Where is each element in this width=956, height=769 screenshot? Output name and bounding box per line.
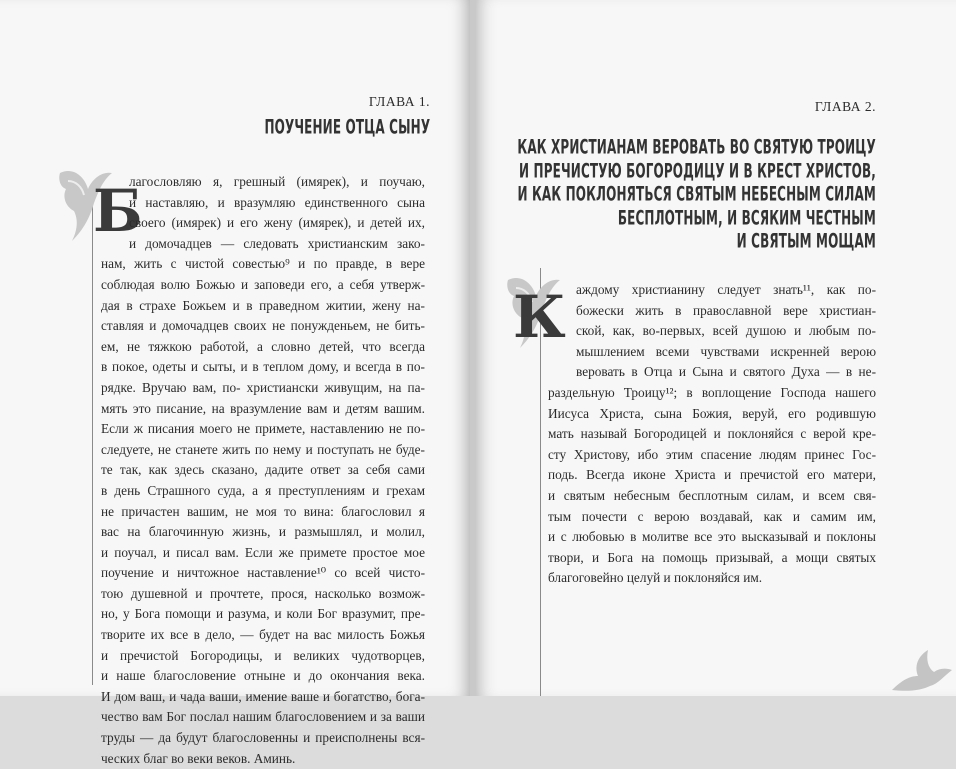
body-line: в день Страшного суда, а я преступлениям и грехам [101, 482, 425, 498]
body-line: чество вам Бог послал нашим благословением и за ваши [101, 709, 425, 725]
body-line: ской, как, во-первых, всей душою и любым по- [576, 323, 876, 339]
body-line: твори, и Бога на помощь призывай, а мощи святых [548, 549, 876, 565]
title-line: И СВЯТЫМ МОЩАМ [736, 230, 876, 253]
body-line: и наставляю, и вразумляю единственного сына [129, 194, 425, 210]
body-line: те так, как здесь сказано, дадите ответ за себя сами [101, 462, 425, 478]
body-line: в покое, одеты и сыты, и в теплом дому, и всегда в по- [101, 359, 425, 375]
body-line: тою душевной и прочтете, прося, насколько возмож- [101, 585, 425, 601]
body-line: следуете, не станете жить по нему и поступать не буде- [101, 441, 425, 457]
title-line: ПОУЧЕНИЕ ОТЦА СЫНУ [264, 116, 430, 139]
body-line: но, у Бога помощи и разума, и коли Бог вразумит, пре- [101, 606, 425, 622]
body-line: мять это писание, на вразумление вам и детям вашим. [101, 400, 425, 416]
body-line: вас на благочинную жизнь, и размышлял, и молил, [101, 524, 425, 540]
body-line: соблюдая волю Божью и заповеди его, а себя утверж- [101, 276, 425, 292]
body-line: мышлением всеми чувствами искренней верою [576, 343, 876, 359]
title-line: БЕСПЛОТНЫМ, И ВСЯКИМ ЧЕСТНЫМ [617, 206, 876, 230]
body-line: лагословляю я, грешный (имярек), и поучаю, [129, 174, 425, 189]
title-line: И КАК ПОКЛОНЯТЬСЯ СВЯТЫМ НЕБЕСНЫМ СИЛАМ [517, 183, 876, 206]
body-line: рядке. Вручаю вам, по- христиански живущим, на па- [101, 379, 425, 395]
body-line: ческих благ во веки веков. Аминь. [101, 750, 296, 766]
body-line: и поучал, и писал вам. Если же примете простое мое [101, 544, 425, 560]
body-line: творите их все в дело, — будет на вас милость Божья [101, 627, 425, 643]
body-line: нам, жить с чистой совестью⁹ и по правде, в вере [101, 256, 425, 272]
title-line: И ПРЕЧИСТУЮ БОГОРОДИЦУ И В КРЕСТ ХРИСТОВ, [519, 159, 876, 183]
body-line: мать называй Богородицей и поклоняйся с верой кре- [548, 426, 876, 442]
body-line: сту Христову, ибо этим спасение людям принес Гос- [548, 446, 876, 462]
body-line: ем, не тяжкою работой, а словно детей, что всегда [101, 338, 425, 354]
body-line: раздельную Троицу¹²; в воплощение Господа нашего [548, 384, 876, 400]
chapter-2-body [548, 280, 876, 589]
chapter-1-body [101, 172, 425, 769]
body-line: дая в страхе Божьем и в праведном житии, жену на- [101, 297, 425, 313]
drop-cap-k: К [513, 283, 566, 351]
title-line: КАК ХРИСТИАНАМ ВЕРОВАТЬ ВО СВЯТУЮ ТРОИЦУ [517, 136, 876, 159]
body-line: аждому христианину следует знать¹¹, как по- [576, 282, 876, 297]
body-line: и с любовью в молитве все это высказывай и поклоны [548, 529, 876, 545]
body-line: труды — да будут благословенны и преисполнены вся- [101, 730, 425, 746]
body-line: ставляя и домочадцев своих не понужденьем, не бить- [101, 318, 425, 334]
left-margin-rule [92, 185, 93, 685]
body-line: веровать в Отца и Сына и святого Духа — в не- [576, 364, 876, 380]
body-line: подь. Всегда иконе Христа и пречистой его матери, [548, 467, 876, 483]
body-line: и домочадцев — следовать христианским зако- [129, 235, 425, 251]
chapter-1-label: ГЛАВА 1. [368, 94, 430, 109]
body-line: Если ж писания моего не примете, наставлению не по- [101, 421, 425, 437]
body-line: и наше благословение отныне и до окончания века. [101, 668, 425, 684]
chapter-2-label: ГЛАВА 2. [814, 99, 876, 114]
body-line: своего (имярек) и его жену (имярек), и детей их, [129, 215, 425, 231]
body-line: Иисуса Христа, сына Божия, веруй, его родившую [548, 405, 876, 421]
body-line: божески жить в православной вере христиан- [576, 302, 876, 318]
body-line: И дом ваш, и чада ваши, имение ваше и богатство, бога- [101, 688, 425, 704]
body-line: поучение и ничтожное наставление¹⁰ со всей чисто- [101, 565, 425, 581]
body-line: тым почести с верою воздавай, как и самим им, [548, 508, 876, 524]
body-line: благоговейно целуй и поклоняйся им. [548, 570, 763, 586]
chapter-2-title [378, 136, 876, 254]
drop-cap-b: Б [93, 177, 143, 245]
body-line: и святым небесным бесплотным силам, и всем свя- [548, 487, 876, 503]
body-line: и пречистой Богородицы, и великих чудотворцев, [101, 647, 425, 663]
body-line: не причастен вашим, не моя то вина: благословил я [101, 503, 425, 519]
dove-corner-icon [888, 646, 954, 696]
